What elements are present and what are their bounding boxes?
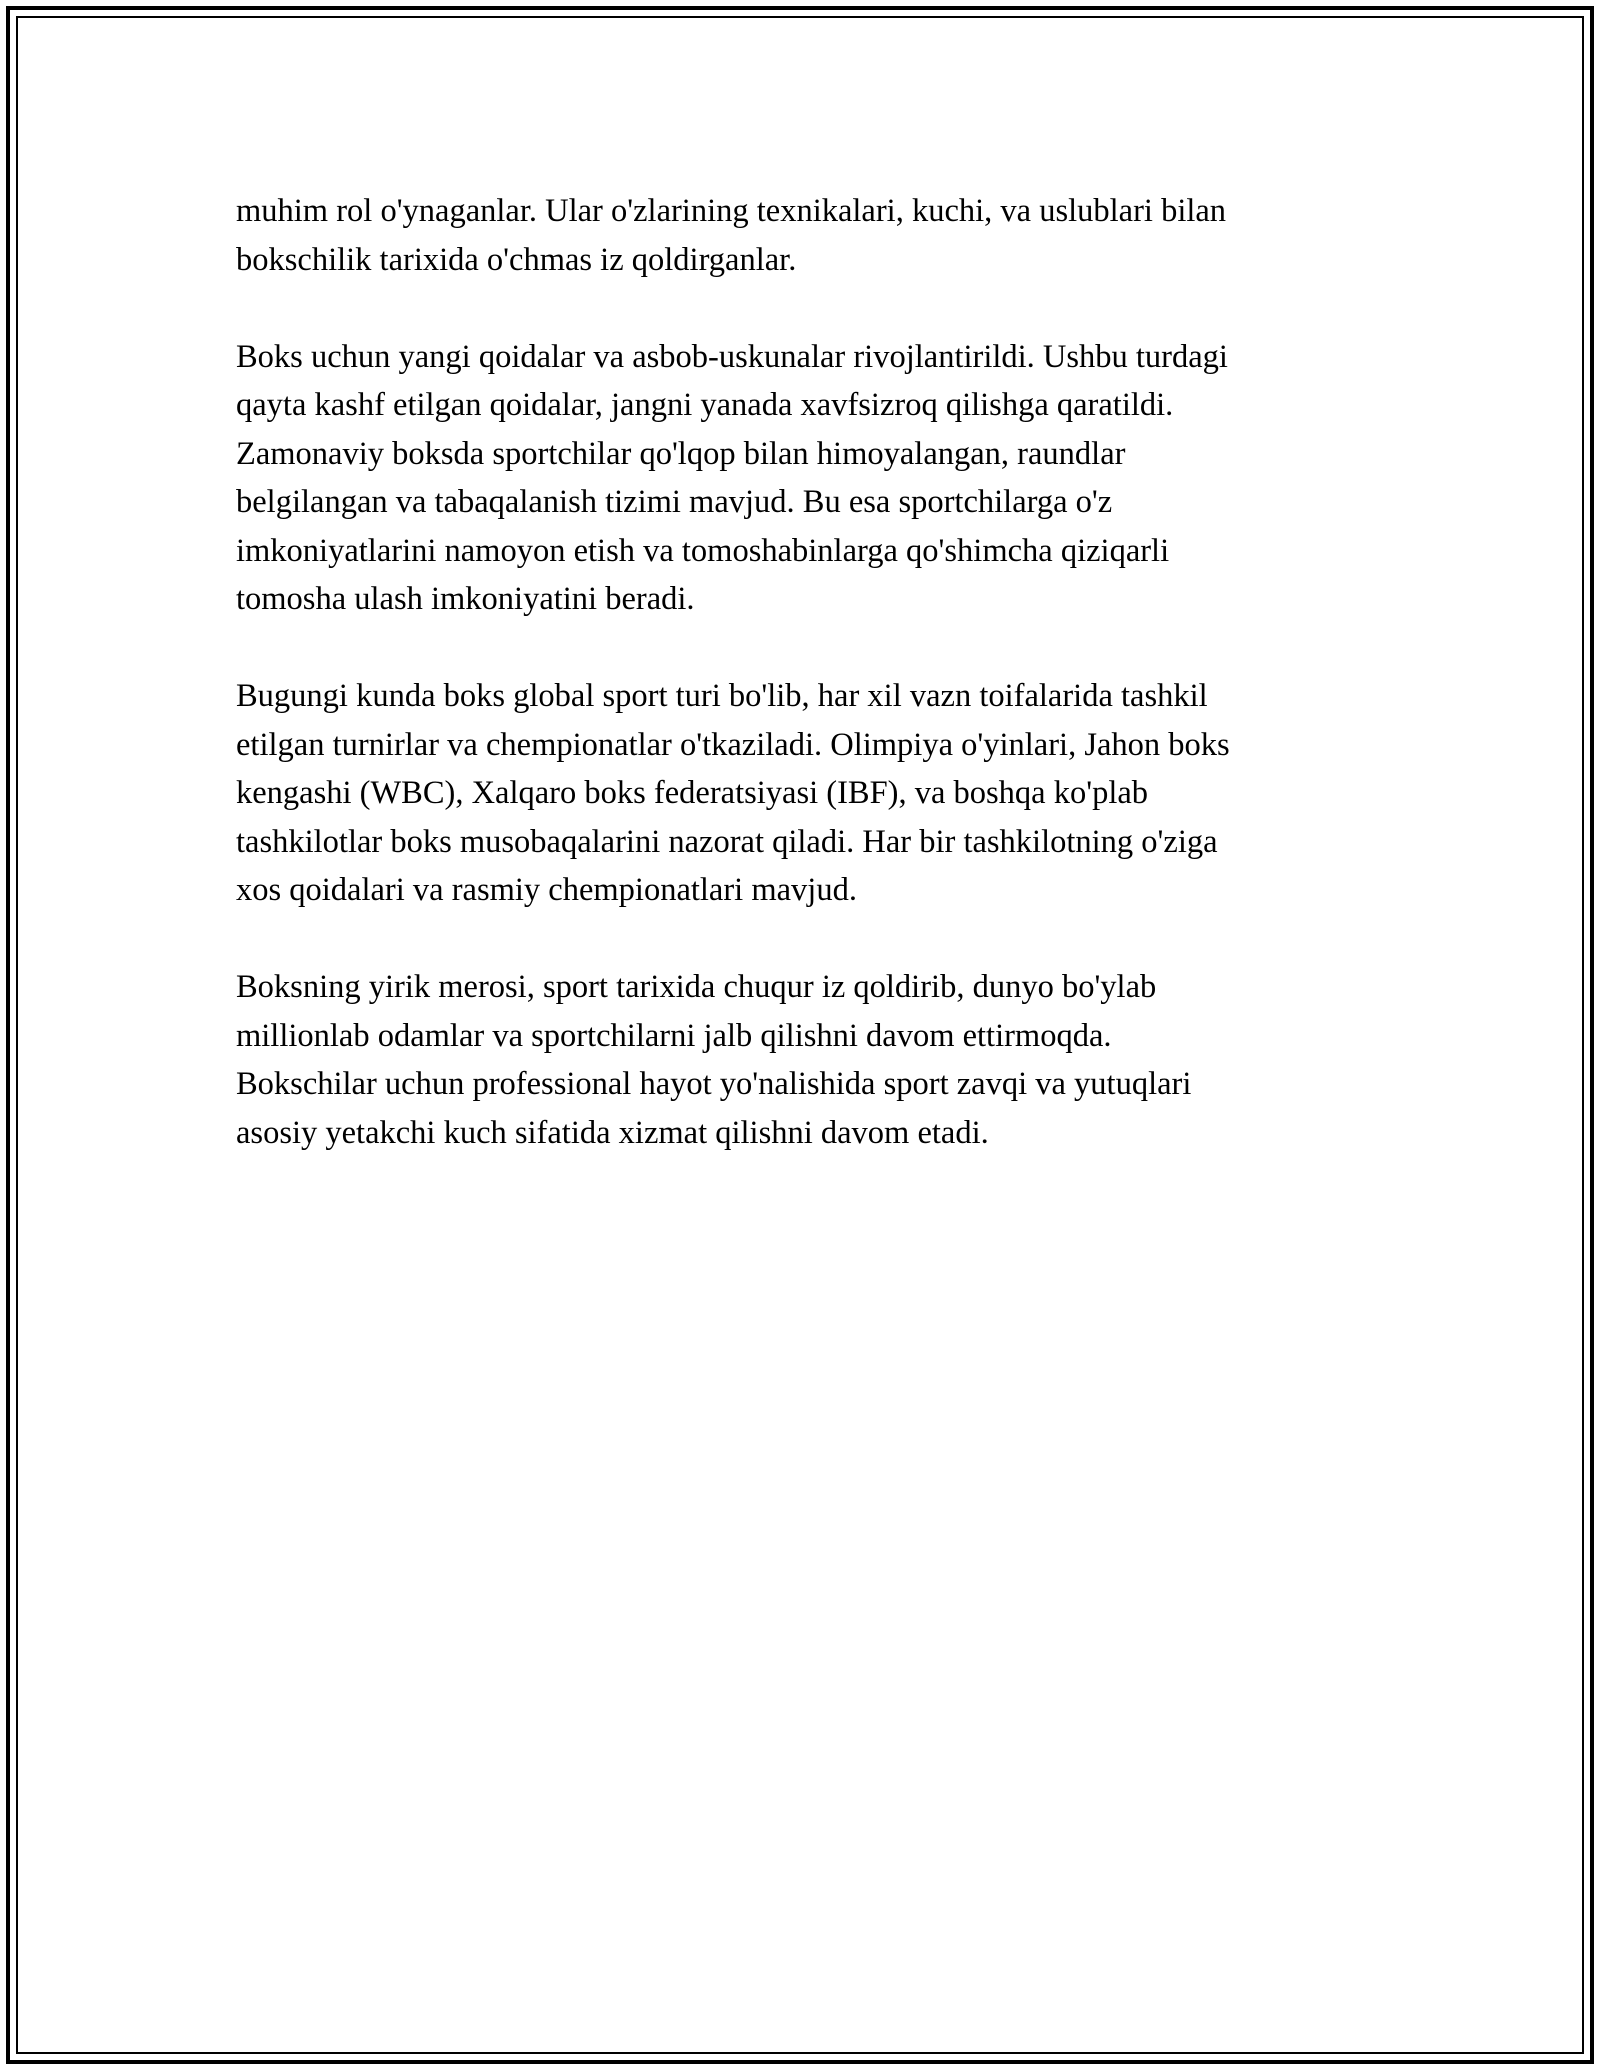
paragraph-1: muhim rol o'ynaganlar. Ular o'zlarining texnikalari, kuchi, va uslublari bilan bokschilik tarixida o'chmas iz qoldirganlar. xyxy=(236,193,1227,278)
paragraph-3: Bugungi kunda boks global sport turi bo'lib, har xil vazn toifalarida tashkil etilgan turnirlar va chempionatlar o'tkaziladi. Olimpiya o'yinlari, Jahon boks kengashi (WBC), Xalqaro boks federatsiyasi (IBF), va boshqa ko'plab tashkilotlar boks musobaqalarini nazorat qiladi. Har bir tashkilotning o'ziga xos qoidalari va rasmiy chempionatlari mavjud. xyxy=(236,678,1230,908)
document-body xyxy=(236,187,1366,1206)
paragraph-2: Boks uchun yangi qoidalar va asbob-uskunalar rivojlantirildi. Ushbu turdagi qayta kashf etilgan qoidalar, jangni yanada xavfsizroq qilishga qaratildi. Zamonaviy boksda sportchilar qo'lqop bilan himoyalangan, raundlar belgilangan va tabaqalanish tizimi mavjud. Bu esa sportchilarga o'z imkoniyatlarini namoyon etish va tomoshabinlarga qo'shimcha qiziqarli tomosha ulash imkoniyatini beradi. xyxy=(236,338,1228,617)
paragraph-4: Boksning yirik merosi, sport tarixida chuqur iz qoldirib, dunyo bo'ylab millionlab odamlar va sportchilarni jalb qilishni davom ettirmoqda. Bokschilar uchun professional hayot yo'nalishida sport zavqi va yutuqlari asosiy yetakchi kuch sifatida xizmat qilishni davom etadi. xyxy=(236,969,1192,1151)
